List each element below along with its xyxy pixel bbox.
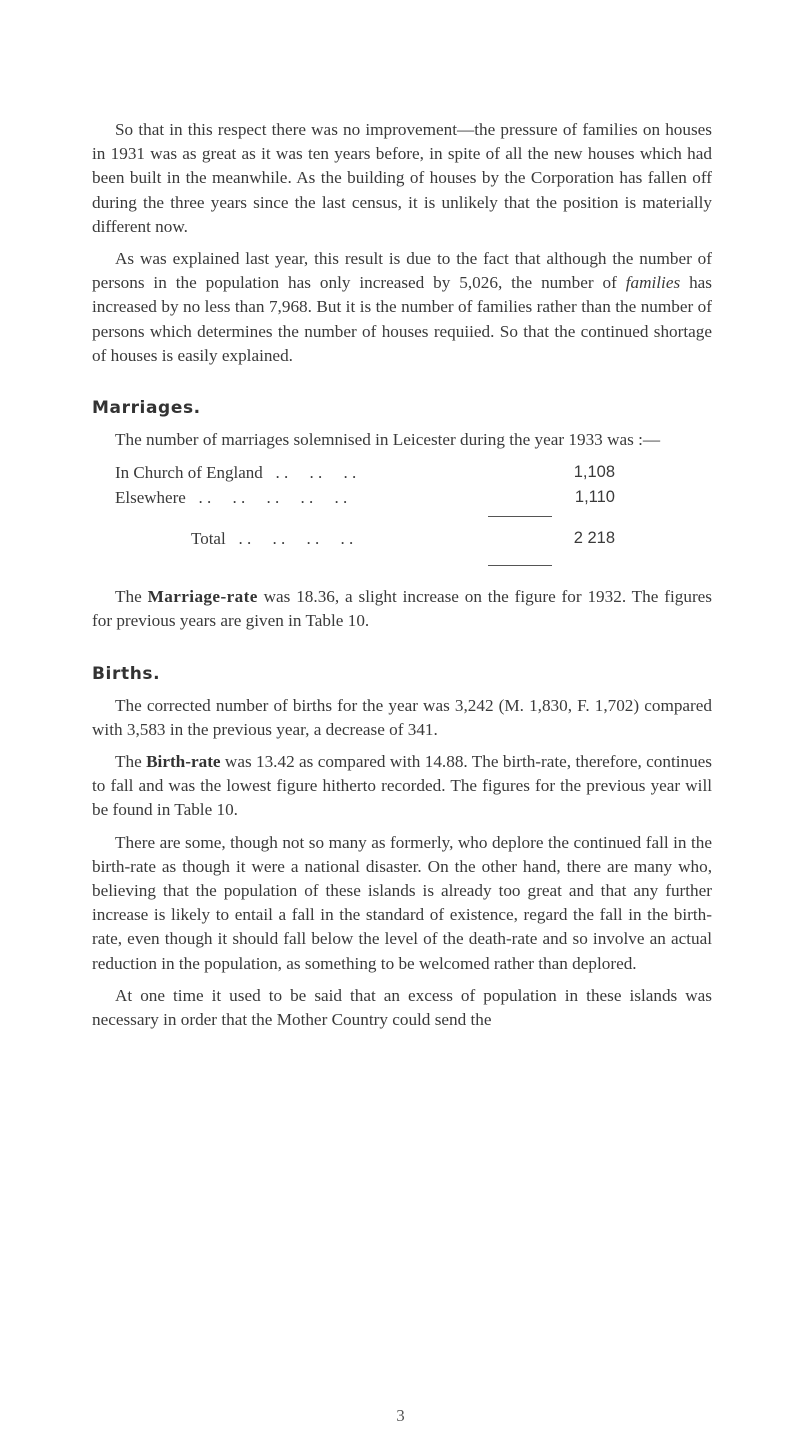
emphasis-families: families <box>625 273 681 293</box>
heading-marriages: Marriages. <box>92 398 201 419</box>
table-row <box>115 460 712 485</box>
marriages-table <box>115 460 712 575</box>
document-page <box>92 118 712 1032</box>
paragraph-marriage-rate <box>92 585 712 633</box>
text-run: The <box>115 587 148 607</box>
total-label: Total . . . . . . . . <box>191 528 354 548</box>
table-total-row <box>115 526 712 551</box>
paragraph-marriages-intro: The number of marriages solemnised in Leicester during the year 1933 was :— <box>115 430 661 450</box>
text-run: has increased by no less than 7,968. But it is the number of families rather than the number of persons which determines the number of houses requiied. So that the continued shortage of houses is easily explained. <box>92 273 712 365</box>
heading-births: Births. <box>92 663 161 684</box>
table-row <box>115 485 712 510</box>
page-number: 3 <box>396 1406 405 1425</box>
total-value: 2 218 <box>573 529 615 548</box>
term-birth-rate: Birth-rate <box>146 752 221 772</box>
paragraph-birth-rate-debate: There are some, though not so many as formerly, who deplore the continued fall in the birth-rate as though it were a national disaster. On the other hand, there are many who, believing that the population of these islands is already too great and that any further increase is likely to entail a fall in the standard of existence, regard the fall in the birth-rate, even though it should fall below the level of the death-rate and so involve an actual reduction in the population, as something to be welcomed rather than deplored. <box>92 832 712 973</box>
text-run: was 13.42 as compared with 14.88. The birth-rate, therefore, continues to fall and was the lowest figure hitherto recorded. The figures for the previous year will be found in Table 10. <box>92 752 712 820</box>
paragraph-housing-pressure: So that in this respect there was no improvement—the pressure of families on houses in 1931 was as great as it was ten years before, in spite of all the new houses which had been built in the meanwhile. As the building of houses by the Corporation has fallen off during the three years since the last census, it is unlikely that the position is materially different now. <box>92 120 712 236</box>
row-value: 1,108 <box>573 463 615 482</box>
row-label: Elsewhere . . . . . . . . . . <box>115 487 348 507</box>
term-marriage-rate: Marriage-rate <box>147 587 258 607</box>
text-run: The <box>115 752 147 772</box>
row-label: In Church of England . . . . . . <box>115 462 357 482</box>
paragraph-population-excess: At one time it used to be said that an excess of population in these islands was necessary in order that the Mother Country could send the <box>92 985 712 1030</box>
row-value: 1,110 <box>574 488 615 507</box>
paragraph-births-count: The corrected number of births for the year was 3,242 (M. 1,830, F. 1,702) compared with 3,583 in the previous year, a decrease of 341. <box>92 695 712 739</box>
text-run: was 18.36, a slight increase on the figure for 1932. The figures for previous years are given in Table 10. <box>92 587 712 631</box>
table-rule <box>488 565 552 575</box>
paragraph-birth-rate <box>92 750 712 823</box>
table-rule <box>488 516 552 526</box>
text-run: As was explained last year, this result is due to the fact that although the number of persons in the population has only increased by 5,026, the number of <box>92 249 712 293</box>
paragraph-families-increase <box>92 247 712 368</box>
